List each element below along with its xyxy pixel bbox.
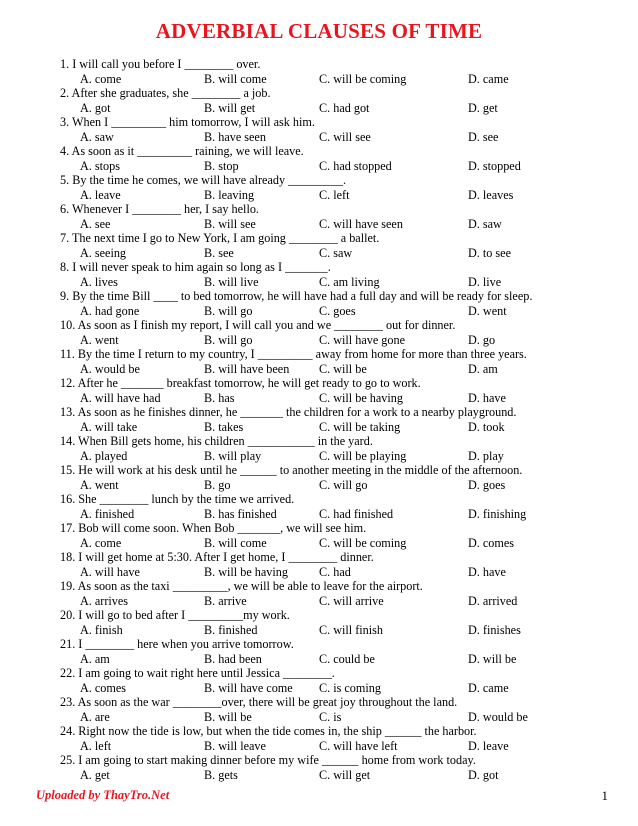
option-c: C. will go <box>319 477 368 492</box>
question-item <box>60 289 620 318</box>
option-d: D. am <box>468 361 498 376</box>
option-d: D. went <box>468 303 507 318</box>
answer-options <box>60 362 620 377</box>
answer-options <box>60 246 620 261</box>
option-d: D. will be <box>468 651 517 666</box>
option-d: D. leaves <box>468 187 514 202</box>
option-c: C. will be having <box>319 390 403 405</box>
option-c: C. will be coming <box>319 535 407 550</box>
option-a: A. finished <box>80 506 135 521</box>
option-d: D. got <box>468 767 499 782</box>
option-b: B. will come <box>204 535 267 550</box>
option-a: A. went <box>80 332 119 347</box>
option-d: D. finishing <box>468 506 527 521</box>
option-a: A. went <box>80 477 119 492</box>
option-b: B. will leave <box>204 738 266 753</box>
question-stem: 21. I ________ here when you arrive tomorrow. <box>60 637 294 651</box>
option-c: C. will get <box>319 767 371 782</box>
answer-options <box>60 130 620 145</box>
option-b: B. see <box>204 245 234 260</box>
question-item <box>60 724 620 753</box>
question-stem: 7. The next time I go to New York, I am going ________ a ballet. <box>60 231 380 245</box>
option-b: B. has <box>204 390 235 405</box>
option-c: C. goes <box>319 303 356 318</box>
option-b: B. will play <box>204 448 262 463</box>
option-d: D. took <box>468 419 505 434</box>
question-item <box>60 173 620 202</box>
answer-options <box>60 710 620 725</box>
question-item <box>60 695 620 724</box>
option-a: A. got <box>80 100 111 115</box>
option-a: A. finish <box>80 622 123 637</box>
option-d: D. see <box>468 129 499 144</box>
option-a: A. am <box>80 651 110 666</box>
question-stem: 19. As soon as the taxi _________, we will be able to leave for the airport. <box>60 579 423 593</box>
answer-options <box>60 304 620 319</box>
question-item <box>60 579 620 608</box>
answer-options <box>60 72 620 87</box>
option-a: A. come <box>80 535 122 550</box>
option-b: B. arrive <box>204 593 247 608</box>
option-b: B. leaving <box>204 187 255 202</box>
question-stem: 17. Bob will come soon. When Bob _______, we will see him. <box>60 521 367 535</box>
option-c: C. could be <box>319 651 375 666</box>
option-d: D. stopped <box>468 158 521 173</box>
answer-options <box>60 681 620 696</box>
question-stem: 5. By the time he comes, we will have already _________. <box>60 173 346 187</box>
option-c: C. is coming <box>319 680 381 695</box>
question-stem: 6. Whenever I ________ her, I say hello. <box>60 202 259 216</box>
option-d: D. leave <box>468 738 509 753</box>
question-stem: 23. As soon as the war ________over, there will be great joy throughout the land. <box>60 695 458 709</box>
option-d: D. came <box>468 680 509 695</box>
answer-options <box>60 768 620 783</box>
option-b: B. will see <box>204 216 256 231</box>
answer-options <box>60 739 620 754</box>
answer-options <box>60 275 620 290</box>
question-stem: 18. I will get home at 5:30. After I get home, I ________ dinner. <box>60 550 374 564</box>
option-c: C. will arrive <box>319 593 384 608</box>
option-a: A. arrives <box>80 593 129 608</box>
option-a: A. will have <box>80 564 140 579</box>
option-d: D. came <box>468 71 509 86</box>
option-c: C. will be <box>319 361 367 376</box>
question-stem: 9. By the time Bill ____ to bed tomorrow, he will have had a full day and will be ready for sleep. <box>60 289 533 303</box>
option-d: D. would be <box>468 709 528 724</box>
option-a: A. left <box>80 738 112 753</box>
question-item <box>60 405 620 434</box>
option-c: C. saw <box>319 245 353 260</box>
question-stem: 1. I will call you before I ________ over. <box>60 57 261 71</box>
question-item <box>60 376 620 405</box>
question-stem: 25. I am going to start making dinner before my wife ______ home from work today. <box>60 753 476 767</box>
option-b: B. will be having <box>204 564 288 579</box>
answer-options <box>60 623 620 638</box>
option-c: C. had got <box>319 100 370 115</box>
option-a: A. seeing <box>80 245 127 260</box>
option-a: A. would be <box>80 361 140 376</box>
option-c: C. is <box>319 709 342 724</box>
option-c: C. will be taking <box>319 419 401 434</box>
option-c: C. will see <box>319 129 371 144</box>
option-a: A. had gone <box>80 303 140 318</box>
option-b: B. go <box>204 477 231 492</box>
option-d: D. have <box>468 390 506 405</box>
option-a: A. get <box>80 767 110 782</box>
question-stem: 20. I will go to bed after I _________my work. <box>60 608 290 622</box>
option-a: A. stops <box>80 158 120 173</box>
question-item <box>60 666 620 695</box>
option-c: C. will be playing <box>319 448 407 463</box>
question-item <box>60 521 620 550</box>
footer-credit: Uploaded by ThayTro.Net <box>36 788 170 802</box>
option-a: A. leave <box>80 187 121 202</box>
option-c: C. am living <box>319 274 380 289</box>
option-c: C. will have left <box>319 738 398 753</box>
question-item <box>60 318 620 347</box>
answer-options <box>60 449 620 464</box>
option-b: B. will have been <box>204 361 290 376</box>
question-item <box>60 347 620 376</box>
option-d: D. finishes <box>468 622 521 637</box>
option-a: A. are <box>80 709 110 724</box>
answer-options <box>60 652 620 667</box>
option-a: A. see <box>80 216 111 231</box>
answer-options <box>60 217 620 232</box>
option-b: B. will come <box>204 71 267 86</box>
option-d: D. get <box>468 100 498 115</box>
option-d: D. have <box>468 564 506 579</box>
question-stem: 4. As soon as it _________ raining, we will leave. <box>60 144 304 158</box>
question-item <box>60 753 620 782</box>
question-stem: 3. When I _________ him tomorrow, I will ask him. <box>60 115 315 129</box>
option-a: A. comes <box>80 680 127 695</box>
option-b: B. will get <box>204 100 256 115</box>
question-item <box>60 260 620 289</box>
option-b: B. takes <box>204 419 244 434</box>
answer-options <box>60 391 620 406</box>
question-item <box>60 463 620 492</box>
option-b: B. stop <box>204 158 239 173</box>
question-item <box>60 550 620 579</box>
question-item <box>60 608 620 637</box>
question-stem: 2. After she graduates, she ________ a job. <box>60 86 271 100</box>
answer-options <box>60 188 620 203</box>
question-item <box>60 492 620 521</box>
question-list <box>60 57 620 782</box>
option-a: A. lives <box>80 274 118 289</box>
option-a: A. will have had <box>80 390 161 405</box>
question-item <box>60 57 620 86</box>
question-item <box>60 637 620 666</box>
answer-options <box>60 333 620 348</box>
question-stem: 12. After he _______ breakfast tomorrow, he will get ready to go to work. <box>60 376 421 390</box>
question-stem: 24. Right now the tide is low, but when the tide comes in, the ship ______ the harbor. <box>60 724 477 738</box>
question-stem: 13. As soon as he finishes dinner, he _______ the children for a work to a nearby playground. <box>60 405 517 419</box>
option-b: B. will go <box>204 303 253 318</box>
option-c: C. will have gone <box>319 332 405 347</box>
page-number: 1 <box>601 788 608 803</box>
answer-options <box>60 507 620 522</box>
option-b: B. gets <box>204 767 238 782</box>
option-c: C. will be coming <box>319 71 407 86</box>
option-b: B. have seen <box>204 129 266 144</box>
answer-options <box>60 478 620 493</box>
question-item <box>60 202 620 231</box>
question-stem: 16. She ________ lunch by the time we arrived. <box>60 492 295 506</box>
answer-options <box>60 420 620 435</box>
answer-options <box>60 159 620 174</box>
question-stem: 8. I will never speak to him again so long as I _______. <box>60 260 331 274</box>
option-c: C. had <box>319 564 351 579</box>
option-a: A. come <box>80 71 122 86</box>
option-c: C. will have seen <box>319 216 403 231</box>
question-stem: 14. When Bill gets home, his children ___________ in the yard. <box>60 434 373 448</box>
option-d: D. live <box>468 274 502 289</box>
option-d: D. go <box>468 332 496 347</box>
option-d: D. arrived <box>468 593 518 608</box>
option-d: D. goes <box>468 477 506 492</box>
option-d: D. comes <box>468 535 515 550</box>
answer-options <box>60 536 620 551</box>
page-title: ADVERBIAL CLAUSES OF TIME <box>155 19 483 43</box>
option-d: D. play <box>468 448 504 463</box>
option-c: C. will finish <box>319 622 383 637</box>
option-c: C. had stopped <box>319 158 392 173</box>
question-item <box>60 115 620 144</box>
answer-options <box>60 101 620 116</box>
option-b: B. has finished <box>204 506 277 521</box>
option-c: C. had finished <box>319 506 394 521</box>
question-stem: 15. He will work at his desk until he ______ to another meeting in the middle of the afternoon. <box>60 463 523 477</box>
option-d: D. to see <box>468 245 511 260</box>
option-d: D. saw <box>468 216 502 231</box>
question-stem: 10. As soon as I finish my report, I will call you and we ________ out for dinner. <box>60 318 456 332</box>
option-a: A. played <box>80 448 128 463</box>
option-b: B. finished <box>204 622 258 637</box>
option-b: B. will be <box>204 709 252 724</box>
question-stem: 22. I am going to wait right here until Jessica ________. <box>60 666 335 680</box>
option-b: B. will go <box>204 332 253 347</box>
question-item <box>60 434 620 463</box>
question-item <box>60 231 620 260</box>
option-a: A. will take <box>80 419 138 434</box>
option-b: B. had been <box>204 651 262 666</box>
question-stem: 11. By the time I return to my country, I _________ away from home for more than three years. <box>60 347 527 361</box>
answer-options <box>60 594 620 609</box>
answer-options <box>60 565 620 580</box>
option-a: A. saw <box>80 129 114 144</box>
option-b: B. will have come <box>204 680 293 695</box>
option-b: B. will live <box>204 274 259 289</box>
option-c: C. left <box>319 187 350 202</box>
question-item <box>60 86 620 115</box>
question-item <box>60 144 620 173</box>
